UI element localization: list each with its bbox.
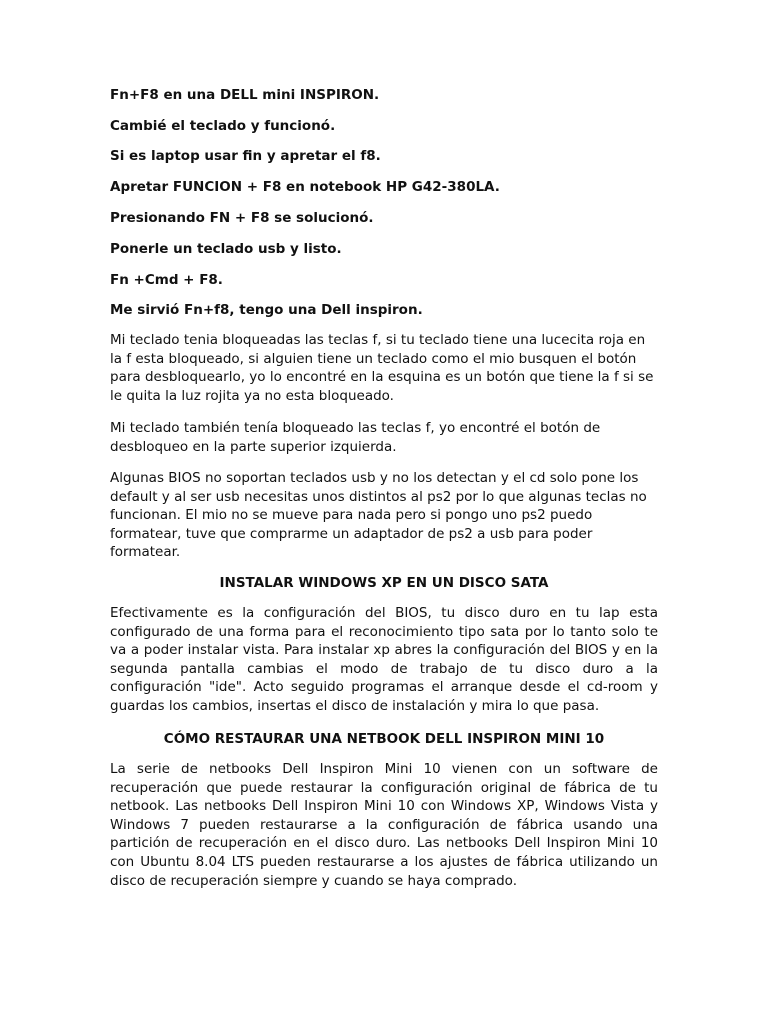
tip-line: Apretar FUNCION + F8 en notebook HP G42-380LA. bbox=[110, 179, 500, 195]
comment-paragraph: Mi teclado tenia bloqueadas las teclas f, si tu teclado tiene una lucecita roja en la f esta bloqueado, si alguien tiene un teclado como el mio busquen el botón para desbloquearlo, yo lo encontré en la esquina es un botón que tiene la f si se le quita la luz rojita ya no esta bloqueado. bbox=[110, 332, 654, 404]
section-paragraph: Efectivamente es la configuración del BIOS, tu disco duro en tu lap esta configurado de una forma para el reconocimiento tipo sata por lo tanto solo te va a poder instalar vista. Para instalar xp abres la configuración del BIOS y en la segunda pantalla cambias el modo de trabajo de tu disco duro a la configuración "ide". Acto seguido programas el arranque desde el cd-room y guardas los cambios, insertas el disco de instalación y mira lo que pasa. bbox=[110, 605, 658, 714]
section-paragraph: La serie de netbooks Dell Inspiron Mini 10 vienen con un software de recuperación que puede restaurar la configuración original de fábrica de tu netbook. Las netbooks Dell Inspiron Mini 10 con Windows XP, Windows Vista y Windows 7 pueden restaurarse a la configuración de fábrica usando una partición de recuperación en el disco duro. Las netbooks Dell Inspiron Mini 10 con Ubuntu 8.04 LTS pueden restaurarse a los ajustes de fábrica utilizando un disco de recuperación siempre y cuando se haya comprado. bbox=[110, 761, 658, 889]
comment-paragraph: Algunas BIOS no soportan teclados usb y no los detectan y el cd solo pone los default y al ser usb necesitas unos distintos al ps2 por lo que algunas teclas no funcionan. El mio no se mueve para nada pero si pongo uno ps2 puedo formatear, tuve que comprarme un adaptador de ps2 a usb para poder formatear. bbox=[110, 470, 647, 561]
tip-line: Fn +Cmd + F8. bbox=[110, 272, 223, 288]
tip-line: Presionando FN + F8 se solucionó. bbox=[110, 210, 374, 226]
section-heading: INSTALAR WINDOWS XP EN UN DISCO SATA bbox=[219, 575, 549, 591]
tip-line: Cambié el teclado y funcionó. bbox=[110, 118, 336, 134]
tip-line: Me sirvió Fn+f8, tengo una Dell inspiron. bbox=[110, 302, 423, 318]
tip-line: Si es laptop usar fin y apretar el f8. bbox=[110, 148, 381, 164]
comment-paragraph: Mi teclado también tenía bloqueado las teclas f, yo encontré el botón de desbloqueo en la parte superior izquierda. bbox=[110, 420, 601, 455]
tip-line: Fn+F8 en una DELL mini INSPIRON. bbox=[110, 87, 380, 103]
section-heading: CÓMO RESTAURAR UNA NETBOOK DELL INSPIRON MINI 10 bbox=[163, 731, 605, 747]
tip-line: Ponerle un teclado usb y listo. bbox=[110, 241, 342, 257]
